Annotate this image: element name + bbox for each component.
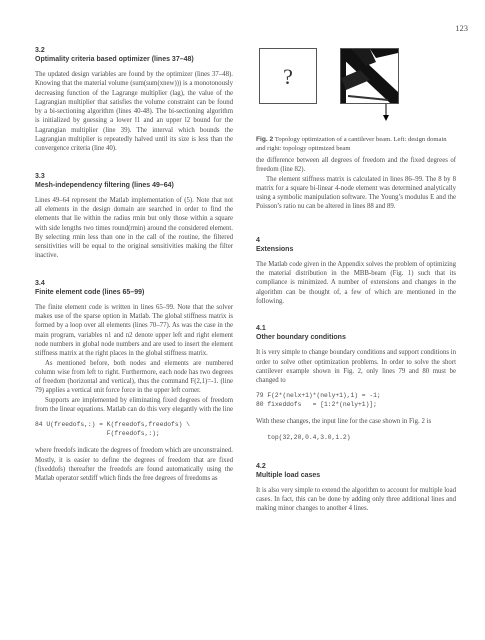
- section-title: Multiple load cases: [256, 471, 321, 479]
- section-number: 4.1: [256, 325, 266, 333]
- code-listing: 79 F(2*(nelx+1)*(nely+1),1) = -1; 80 fixeddofs = [1:2*(nely+1)];: [256, 392, 381, 409]
- section-heading-3-3: [35, 172, 233, 190]
- paragraph: It is very simple to change boundary conditions and support conditions in order to solve other optimization problems. In order to solve the short cantilever example shown in Fig. 2, only lines 79 and 80 must be changed to: [256, 349, 456, 385]
- code-listing: 84 U(freedofs,:) = K(freedofs,freedofs) \ F(freedofs,:);: [35, 421, 190, 438]
- section-title: Finite element code (lines 65–99): [35, 288, 145, 296]
- paragraph: where freedofs indicate the degrees of freedom which are unconstrained. Mostly, it is easier to define the degrees of freedom that are fixed (fixeddofs) thereafter the freedofs are found automatically using the Matlab operator setdiff which finds the free degrees of freedoms as: [35, 447, 233, 483]
- right-column: [256, 44, 456, 514]
- unknown-mark: ?: [283, 64, 293, 89]
- section-number: 3.4: [35, 279, 45, 287]
- design-domain-box: [259, 48, 317, 104]
- section-title: Mesh-independency filtering (lines 49–64): [35, 181, 174, 189]
- paragraph: Lines 49–64 represent the Matlab implementation of (5). Note that not all elements in the design domain are searched in order to find the elements that lie within the radius rmin but only those within a square with side lengths two times round(rmin) around the considered element. By selecting rmin less than one in the call of the routine, the filtered sensitivities will be equal to the original sensitivities making the filter inactive.: [35, 196, 233, 260]
- optimized-beam-figure: [340, 48, 456, 104]
- figure-caption-text: Topology optimization of a cantilever beam. Left: design domain and right: topology optimized beam: [256, 136, 447, 152]
- section-heading-4-1: [256, 324, 456, 342]
- section-heading-3-2: [35, 46, 233, 64]
- paragraph: The Matlab code given in the Appendix solves the problem of optimizing the material distribution in the MBB-beam (Fig. 1) such that its compliance is minimized. A number of extensions and changes in the algorithm can be thought of, a few of which are mentioned in the following.: [256, 260, 456, 305]
- left-column: [35, 46, 233, 484]
- section-title: Extensions: [256, 245, 294, 253]
- section-heading-4: [256, 236, 456, 254]
- section-number: 4: [256, 236, 260, 244]
- load-arrow-icon: [381, 104, 391, 122]
- paragraph: the difference between all degrees of freedom and the fixed degrees of freedom (line 82).: [256, 157, 456, 174]
- section-number: 3.3: [35, 172, 45, 180]
- paragraph: As mentioned before, both nodes and elements are numbered column wise from left to right. Furthermore, each node has two degrees of freedom (horizontal and vertical), thus the command F(2,1)=-1. (line 79) applies a vertical unit force force in the upper left corner.: [35, 359, 233, 395]
- section-number: 3.2: [35, 47, 45, 54]
- paragraph: It is also very simple to extend the algorithm to account for multiple load cases. In fact, this can be done by adding only three additional lines and making minor changes to another 4 lines.: [256, 486, 456, 513]
- section-heading-4-2: [256, 462, 456, 480]
- paragraph: The updated design variables are found by the optimizer (lines 37–48). Knowing that the material volume (sum(sum(xnew))) is a monotonously decreasing function of the Lagrange multiplier (lag), the value of the Lagrangian multiplier that satisfies the volume constraint can be found by a bi-sectioning algorithm (lines 40-48). The bi-sectioning algorithm is initialized by guessing a lower l1 and an upper l2 bound for the Lagrangian multiplier (line 39). The interval which bounds the Lagrangian multiplier is repeatedly halved until its size is less than the convergence criteria (line 40).: [35, 71, 233, 153]
- figure-label: Fig. 2: [256, 136, 274, 143]
- section-heading-3-4: [35, 279, 233, 297]
- figure-caption: [256, 136, 456, 154]
- page-number: 123: [455, 23, 468, 33]
- paragraph: The finite element code is written in lines 65–99. Note that the solver makes use of the sparse option in Matlab. The global stiffness matrix is formed by a loop over all elements (lines 70–77). As was the case in the main program, variables n1 and n2 denote upper left and right element node numbers in global node numbers and are used to insert the element stiffness matrix at the right places in the global stiffness matrix.: [35, 303, 233, 358]
- section-title: Other boundary conditions: [256, 334, 346, 342]
- figure-2: [256, 44, 456, 152]
- paragraph: The element stiffness matrix is calculated in lines 86–99. The 8 by 8 matrix for a square bi-linear 4-node element was determined analytically using a symbolic manipulation software. The Young’s modulus E and the Poisson’s ratio nu can be altered in lines 88 and 89.: [256, 175, 456, 211]
- paragraph: Supports are implemented by eliminating fixed degrees of freedom from the linear equations. Matlab can do this very elegantly with the line: [35, 396, 233, 414]
- section-title: Optimality criteria based optimizer (lines 37–48): [35, 56, 194, 63]
- code-listing: top(32,20,0.4,3.0,1.2): [256, 433, 351, 441]
- section-number: 4.2: [256, 462, 266, 470]
- paragraph: With these changes, the input line for the case shown in Fig. 2 is: [256, 418, 432, 426]
